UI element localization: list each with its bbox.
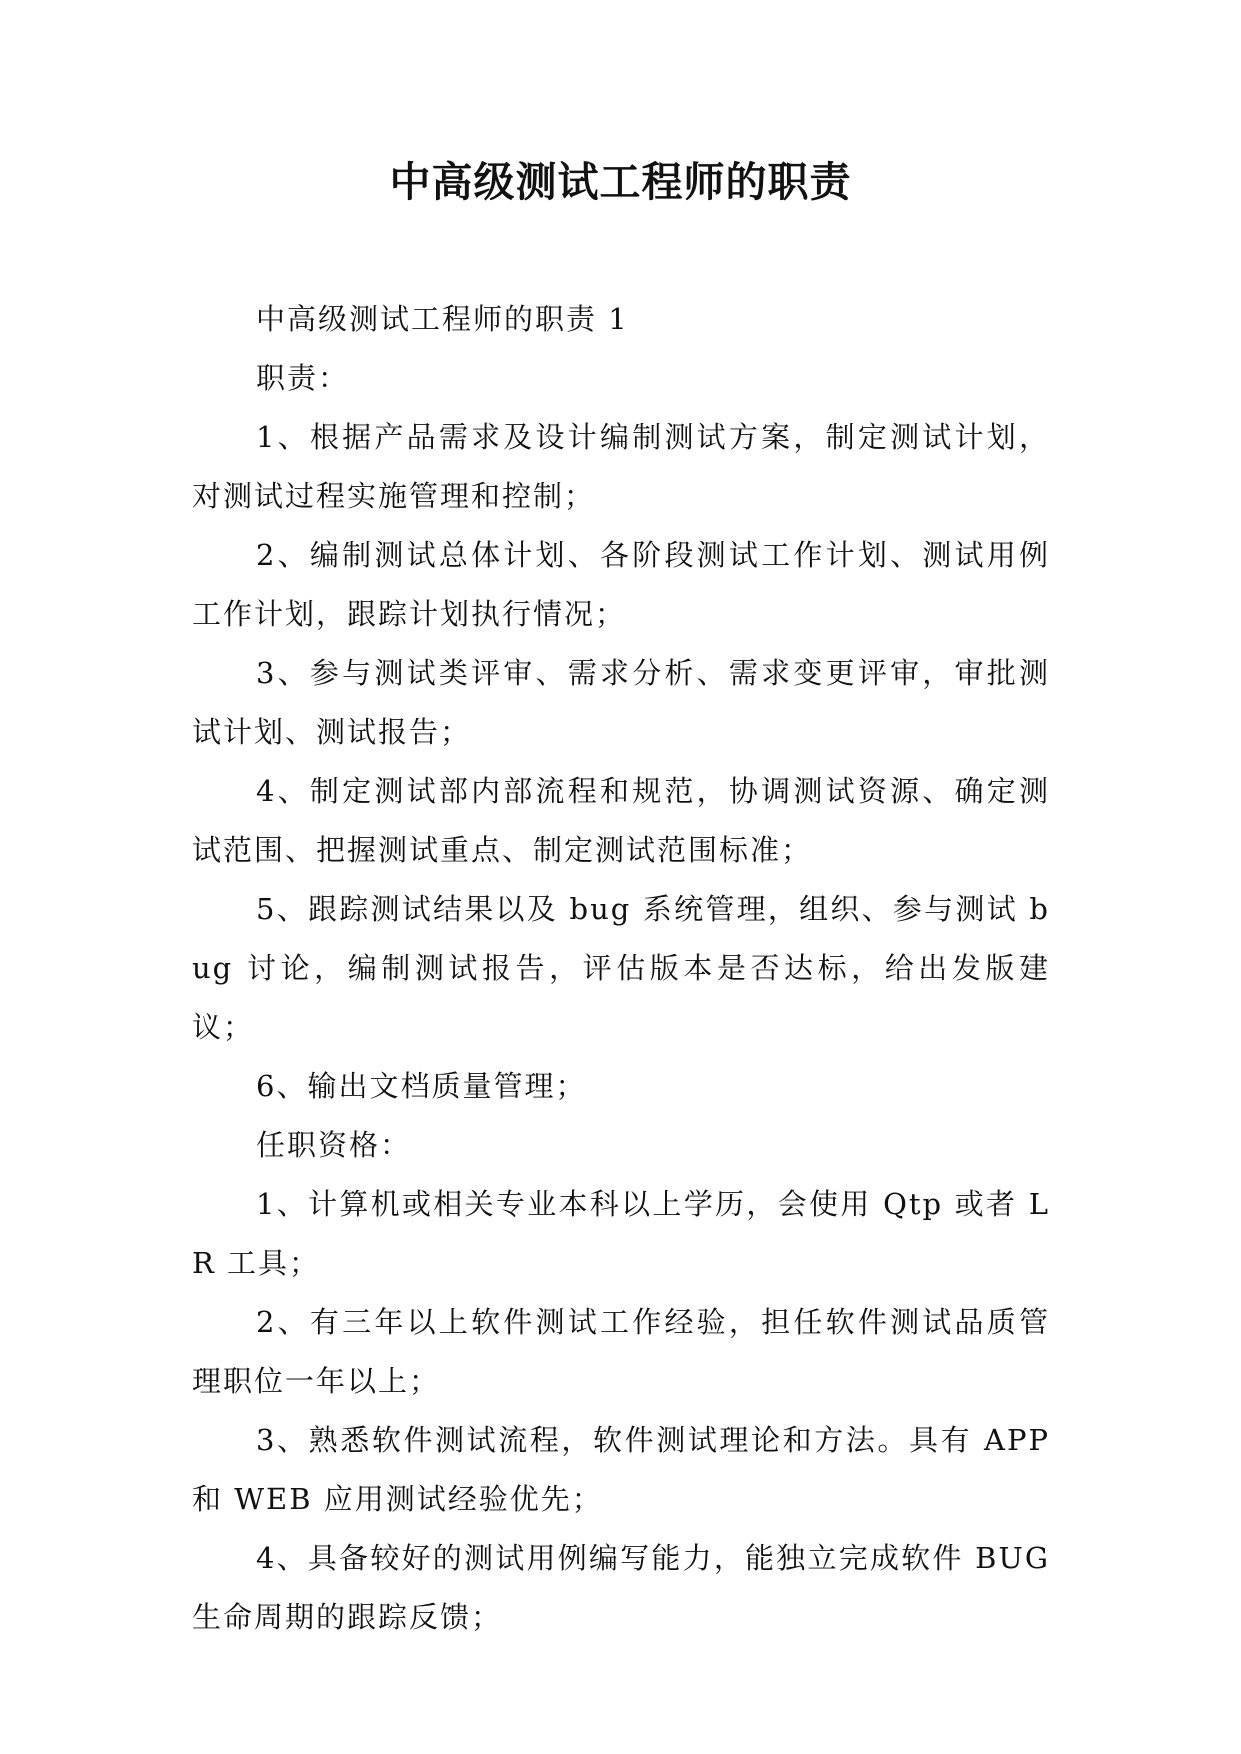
duty-item-6: 6、输出文档质量管理；: [256, 1069, 587, 1103]
duty-item-4: 4、制定测试部内部流程和规范，协调测试资源、确定测试范围、把握测试重点、制定测试范围标准；: [192, 774, 1050, 867]
document-body: [192, 290, 1050, 1647]
section-heading-responsibilities-1: 中高级测试工程师的职责 1: [256, 302, 629, 336]
duty-item-2: 2、编制测试总体计划、各阶段测试工作计划、测试用例工作计划，跟踪计划执行情况；: [192, 538, 1050, 631]
qualification-item-4: 4、具备较好的测试用例编写能力，能独立完成软件 BUG 生命周期的跟踪反馈；: [192, 1541, 1050, 1634]
qualification-item-3: 3、熟悉软件测试流程，软件测试理论和方法。具有 APP 和 WEB 应用测试经验优先；: [192, 1423, 1050, 1516]
duty-item-1: 1、根据产品需求及设计编制测试方案，制定测试计划，对测试过程实施管理和控制；: [192, 420, 1050, 513]
qualification-item-2: 2、有三年以上软件测试工作经验，担任软件测试品质管理职位一年以上；: [192, 1305, 1050, 1398]
label-duties: 职责：: [256, 361, 350, 395]
duty-item-5: 5、跟踪测试结果以及 bug 系统管理，组织、参与测试 bug 讨论，编制测试报告，评估版本是否达标，给出发版建议；: [192, 892, 1050, 1044]
duty-item-3: 3、参与测试类评审、需求分析、需求变更评审，审批测试计划、测试报告；: [192, 656, 1050, 749]
document-title: 中高级测试工程师的职责: [389, 158, 852, 206]
qualification-item-1: 1、计算机或相关专业本科以上学历，会使用 Qtp 或者 LR 工具；: [192, 1187, 1050, 1280]
label-qualifications: 任职资格：: [256, 1128, 412, 1162]
